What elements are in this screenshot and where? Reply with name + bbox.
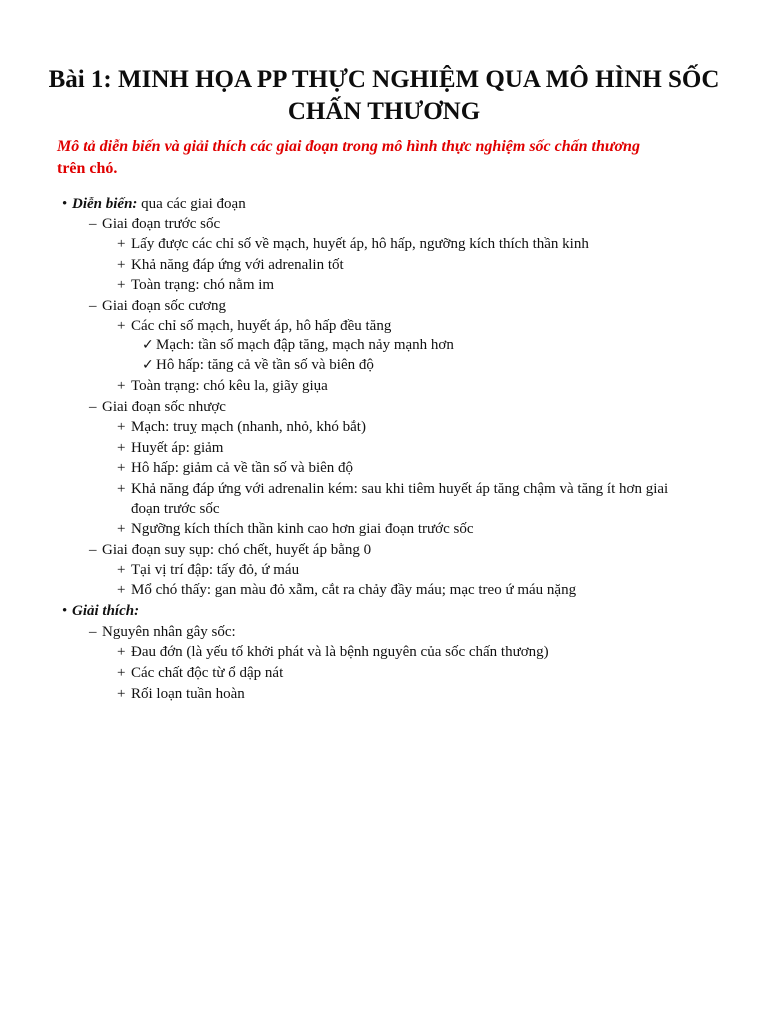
list-item-text: Tại vị trí đập: tấy đỏ, ứ máu [131,562,300,578]
plus-marker: + [117,378,126,394]
dash-marker: – [89,542,97,558]
task-description-line-2: trên chó. [57,160,118,177]
plus-marker: + [117,318,126,334]
plus-marker: + [117,257,126,273]
section-dien-bien [62,194,246,214]
plus-marker: + [117,277,126,293]
check-item-text: Hô hấp: tăng cả về tần số và biên độ [156,357,374,373]
plus-marker: + [117,644,126,660]
plus-marker: + [117,440,126,456]
list-item [117,255,344,275]
dash-marker: – [89,624,97,640]
list-item [117,580,576,600]
plus-marker: + [117,236,126,252]
list-item-text: Huyết áp: giảm [131,440,224,456]
list-item-text: Các chất độc từ ổ dập nát [131,665,284,681]
list-item-text: Khả năng đáp ứng với adrenalin tốt [131,257,344,273]
plus-marker: + [117,665,126,681]
list-item-continuation: đoạn trước sốc [131,501,220,517]
check-item [142,355,374,375]
task-description-line-1: Mô tả diễn biến và giải thích các giai đoạn trong mô hình thực nghiệm sốc chấn thương [57,138,640,155]
task-description [57,136,717,180]
title-line-2: CHẤN THƯƠNG [287,98,481,125]
list-item [117,519,473,539]
list-item-text: Hô hấp: giảm cả về tần số và biên độ [131,460,354,476]
plus-marker: + [117,686,126,702]
plus-marker: + [117,521,126,537]
list-item [117,663,283,683]
stage-heading [89,540,371,560]
bullet-marker: • [62,196,68,212]
list-item [117,275,274,295]
section-giai-thich [62,601,139,621]
stage-heading [89,622,236,642]
list-item [117,234,589,254]
section-label: Diễn biến: [72,196,138,212]
plus-marker: + [117,562,126,578]
section-text: qua các giai đoạn [137,196,246,212]
list-item-text: Mạch: truỵ mạch (nhanh, nhỏ, khó bắt) [131,419,366,435]
stage-heading-text: Giai đoạn trước sốc [102,216,221,232]
stage-heading [89,296,226,316]
dash-marker: – [89,298,97,314]
list-item-text: Lấy được các chỉ số về mạch, huyết áp, hô hấp, ngưỡng kích thích thần kinh [131,236,589,252]
list-item-text: Toàn trạng: chó nằm im [131,277,275,293]
list-item-text: Ngưỡng kích thích thần kinh cao hơn giai đoạn trước sốc [131,521,474,537]
list-item [117,560,299,580]
list-item-text: Toàn trạng: chó kêu la, giãy giụa [131,378,328,394]
list-item [117,376,328,396]
list-item-text: Các chỉ số mạch, huyết áp, hô hấp đều tăng [131,318,392,334]
list-item [117,684,245,704]
list-item-text: Rối loạn tuần hoàn [131,686,245,702]
list-item [117,642,549,662]
stage-heading [89,214,220,234]
list-item-text: Mổ chó thấy: gan màu đỏ xẫm, cắt ra chảy đầy máu; mạc treo ứ máu nặng [131,582,577,598]
stage-heading-text: Giai đoạn sốc nhược [102,399,226,415]
stage-heading [89,397,226,417]
section-label: Giải thích: [72,603,140,619]
list-item [117,479,668,499]
check-item [142,335,454,355]
check-icon: ✓ [142,357,154,373]
list-item-text: Đau đớn (là yếu tố khởi phát và là bệnh nguyên của sốc chấn thương) [131,644,549,660]
dash-marker: – [89,399,97,415]
stage-heading-text: Giai đoạn sốc cương [102,298,226,314]
title-line-1: Bài 1: MINH HỌA PP THỰC NGHIỆM QUA MÔ HÌNH SỐC [48,66,720,93]
plus-marker: + [117,419,126,435]
dash-marker: – [89,216,97,232]
check-item-text: Mạch: tần số mạch đập tăng, mạch nảy mạnh hơn [156,337,454,353]
stage-heading-text: Giai đoạn suy sụp: chó chết, huyết áp bằng 0 [102,542,372,558]
list-item [117,458,353,478]
page-title [0,64,768,128]
list-item-text: Khả năng đáp ứng với adrenalin kém: sau khi tiêm huyết áp tăng chậm và tăng ít hơn giai [131,481,669,497]
plus-marker: + [117,582,126,598]
stage-heading-text: Nguyên nhân gây sốc: [102,624,236,640]
list-item [117,438,223,458]
plus-marker: + [117,460,126,476]
plus-marker: + [117,481,126,497]
list-item [117,316,391,336]
bullet-marker: • [62,603,68,619]
check-icon: ✓ [142,337,154,353]
list-item [117,417,366,437]
